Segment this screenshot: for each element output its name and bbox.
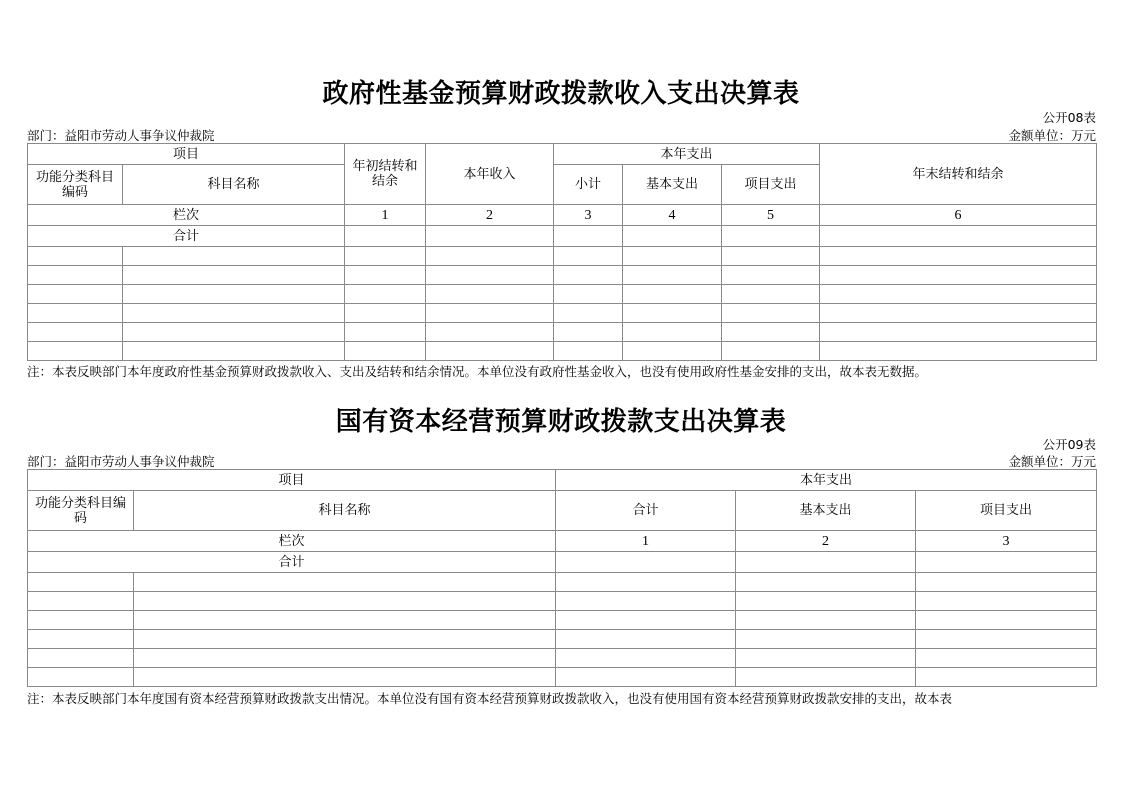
table-cell <box>554 226 623 247</box>
header-item: 项目 <box>28 144 345 165</box>
header-subject-name: 科目名称 <box>123 165 345 205</box>
table-cell <box>820 226 1097 247</box>
total-row-label: 合计 <box>28 226 345 247</box>
column-number: 5 <box>722 205 820 226</box>
table09-department: 部门：益阳市劳动人事争议仲裁院 <box>27 454 215 469</box>
table09-code: 公开09表 <box>1042 437 1096 452</box>
table09-title: 国有资本经营预算财政拨款支出决算表 <box>335 407 787 437</box>
table-row <box>28 630 1097 649</box>
column-number: 6 <box>820 205 1097 226</box>
column-row-label: 栏次 <box>28 205 345 226</box>
table-cell <box>916 552 1097 573</box>
header-begin-balance: 年初结转和结余 <box>345 144 426 205</box>
column-number: 2 <box>426 205 554 226</box>
table-cell <box>426 226 554 247</box>
table-cell <box>722 226 820 247</box>
header-total: 合计 <box>556 491 736 531</box>
table-row <box>28 649 1097 668</box>
header-end-balance: 年末结转和结余 <box>820 144 1097 205</box>
header-project: 项目支出 <box>916 491 1097 531</box>
table-row <box>28 611 1097 630</box>
table08-department: 部门：益阳市劳动人事争议仲裁院 <box>27 128 215 143</box>
table08-note: 注：本表反映部门本年度政府性基金预算财政拨款收入、支出及结转和结余情况。本单位没有政府性基金收入，也没有使用政府性基金安排的支出，故本表无数据。 <box>27 364 928 379</box>
table-cell <box>623 226 722 247</box>
table-cell <box>736 552 916 573</box>
header-basic: 基本支出 <box>736 491 916 531</box>
table08-code: 公开08表 <box>1042 110 1096 125</box>
table09-unit: 金额单位：万元 <box>1008 454 1096 469</box>
header-subject-name: 科目名称 <box>134 491 556 531</box>
table-row <box>28 247 1097 266</box>
column-number: 2 <box>736 531 916 552</box>
table08-unit: 金额单位：万元 <box>1008 128 1096 143</box>
column-number: 1 <box>345 205 426 226</box>
header-subtotal: 小计 <box>554 165 623 205</box>
column-number: 1 <box>556 531 736 552</box>
table-cell <box>345 226 426 247</box>
table-row <box>28 668 1097 687</box>
table-row <box>28 573 1097 592</box>
table09-grid <box>27 469 1097 687</box>
header-income: 本年收入 <box>426 144 554 205</box>
column-number: 3 <box>916 531 1097 552</box>
table-cell <box>556 552 736 573</box>
table-row <box>28 323 1097 342</box>
header-expense: 本年支出 <box>556 470 1097 491</box>
table08-grid <box>27 143 1097 361</box>
header-project: 项目支出 <box>722 165 820 205</box>
header-func-code: 功能分类科目编码 <box>28 165 123 205</box>
table08-title: 政府性基金预算财政拨款收入支出决算表 <box>322 79 800 109</box>
header-expense: 本年支出 <box>554 144 820 165</box>
column-row-label: 栏次 <box>28 531 556 552</box>
table-row <box>28 592 1097 611</box>
table09-note: 注：本表反映部门本年度国有资本经营预算财政拨款支出情况。本单位没有国有资本经营预算财政拨款收入，也没有使用国有资本经营预算财政拨款安排的支出，故本表 <box>27 691 953 706</box>
total-row-label: 合计 <box>28 552 556 573</box>
header-func-code: 功能分类科目编码 <box>28 491 134 531</box>
table-row <box>28 266 1097 285</box>
header-item: 项目 <box>28 470 556 491</box>
table-row <box>28 342 1097 361</box>
column-number: 3 <box>554 205 623 226</box>
header-basic: 基本支出 <box>623 165 722 205</box>
table-row <box>28 304 1097 323</box>
column-number: 4 <box>623 205 722 226</box>
table-row <box>28 285 1097 304</box>
